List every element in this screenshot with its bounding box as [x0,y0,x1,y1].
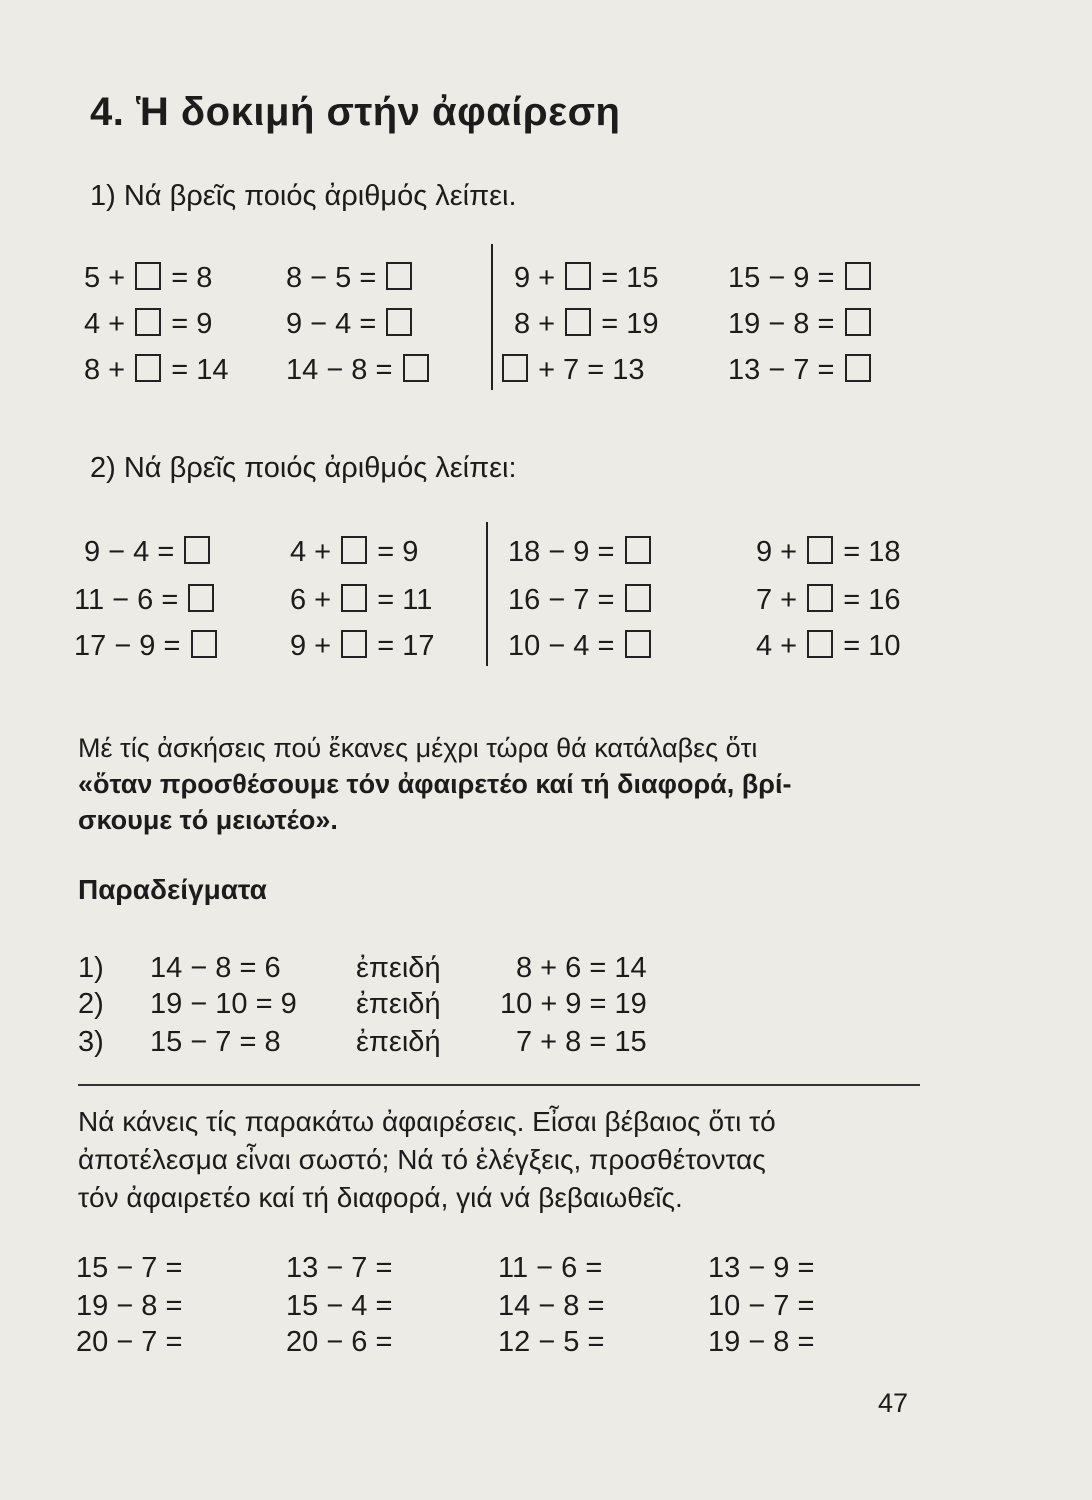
task-line: Νά κάνεις τίς παρακάτω ἀφαιρέσεις. Εἶσαι βέβαιος ὅτι τό [78,1106,776,1137]
drill-item[interactable]: 13 − 7 = [286,1252,393,1284]
equation: 7 + = 16 [756,584,901,616]
equation: + 7 = 13 [500,354,645,387]
answer-box[interactable] [807,584,833,612]
answer-box[interactable] [135,262,161,290]
answer-box[interactable] [625,584,651,612]
drill-item[interactable]: 13 − 9 = [708,1252,815,1284]
equation: 9 − 4 = [84,536,212,569]
task-line: τόν ἀφαιρετέο καί τή διαφορά, γιά νά βεβαιωθεῖς. [78,1182,683,1213]
equation: 4 + = 9 [84,308,213,340]
example-num: 2) [78,988,104,1020]
example-expr: 14 − 8 = 6 [150,952,281,984]
example-word: ἐπειδή [356,952,441,984]
answer-box[interactable] [565,308,591,336]
drill-item[interactable]: 19 − 8 = [76,1290,183,1322]
column-divider [491,244,493,390]
equation: 8 + = 19 [514,308,659,340]
exercise-1-prompt: 1) Νά βρεῖς ποιός ἀριθμός λείπει. [90,180,517,212]
examples-heading: Παραδείγματα [78,874,267,905]
equation: 11 − 6 = [74,584,216,617]
task-line: ἀποτέλεσμα εἶναι σωστό; Νά τό ἐλέγξεις, προσθέτοντας [78,1144,766,1175]
example-num: 1) [78,952,104,984]
answer-box[interactable] [135,308,161,336]
equation: 9 + = 17 [290,630,435,662]
answer-box[interactable] [845,354,871,382]
drill-item[interactable]: 20 − 6 = [286,1326,393,1358]
rule-line-bold: σκουμε τό μειωτέο». [78,805,338,835]
equation: 14 − 8 = [286,354,431,387]
equation: 16 − 7 = [508,584,653,617]
example-check: 8 + 6 = 14 [516,952,647,984]
equation: 8 + = 14 [84,354,229,386]
example-check: 10 + 9 = 19 [500,988,647,1020]
answer-box[interactable] [807,630,833,658]
equation: 13 − 7 = [728,354,873,387]
equation: 8 − 5 = [286,262,414,295]
equation: 4 + = 9 [290,536,419,568]
answer-box[interactable] [807,536,833,564]
answer-box[interactable] [625,630,651,658]
answer-box[interactable] [341,536,367,564]
equation: 4 + = 10 [756,630,901,662]
answer-box[interactable] [135,354,161,382]
drill-item[interactable]: 10 − 7 = [708,1290,815,1322]
answer-box[interactable] [184,536,210,564]
drill-item[interactable]: 11 − 6 = [498,1252,603,1284]
equation: 10 − 4 = [508,630,653,663]
exercise-2-prompt: 2) Νά βρεῖς ποιός ἀριθμός λείπει: [90,452,517,484]
example-word: ἐπειδή [356,1026,441,1058]
answer-box[interactable] [625,536,651,564]
drill-item[interactable]: 19 − 8 = [708,1326,815,1358]
example-expr: 19 − 10 = 9 [150,988,297,1020]
example-check: 7 + 8 = 15 [516,1026,647,1058]
example-num: 3) [78,1026,104,1058]
equation: 9 + = 15 [514,262,659,294]
equation: 18 − 9 = [508,536,653,569]
answer-box[interactable] [502,354,528,382]
answer-box[interactable] [188,584,214,612]
answer-box[interactable] [191,630,217,658]
column-divider [486,522,488,666]
answer-box[interactable] [845,308,871,336]
equation: 6 + = 11 [290,584,433,616]
section-title: 4. Ἡ δοκιμή στήν ἀφαίρεση [90,90,621,134]
drill-item[interactable]: 20 − 7 = [76,1326,183,1358]
divider [78,1084,920,1086]
rule-line: Μέ τίς ἀσκήσεις πού ἔκανες μέχρι τώρα θά κατάλαβες ὅτι [78,733,758,763]
example-word: ἐπειδή [356,988,441,1020]
equation: 9 − 4 = [286,308,414,341]
equation: 19 − 8 = [728,308,873,341]
equation: 5 + = 8 [84,262,213,294]
drill-item[interactable]: 15 − 7 = [76,1252,183,1284]
answer-box[interactable] [845,262,871,290]
answer-box[interactable] [386,308,412,336]
equation: 9 + = 18 [756,536,901,568]
example-expr: 15 − 7 = 8 [150,1026,281,1058]
answer-box[interactable] [341,630,367,658]
answer-box[interactable] [341,584,367,612]
answer-box[interactable] [403,354,429,382]
equation: 15 − 9 = [728,262,873,295]
rule-line-bold: «ὅταν προσθέσουμε τόν ἀφαιρετέο καί τή διαφορά, βρί- [78,769,792,799]
answer-box[interactable] [386,262,412,290]
drill-item[interactable]: 14 − 8 = [498,1290,605,1322]
drill-item[interactable]: 15 − 4 = [286,1290,393,1322]
equation: 17 − 9 = [74,630,219,663]
answer-box[interactable] [565,262,591,290]
drill-item[interactable]: 12 − 5 = [498,1326,605,1358]
page-number: 47 [878,1388,909,1418]
